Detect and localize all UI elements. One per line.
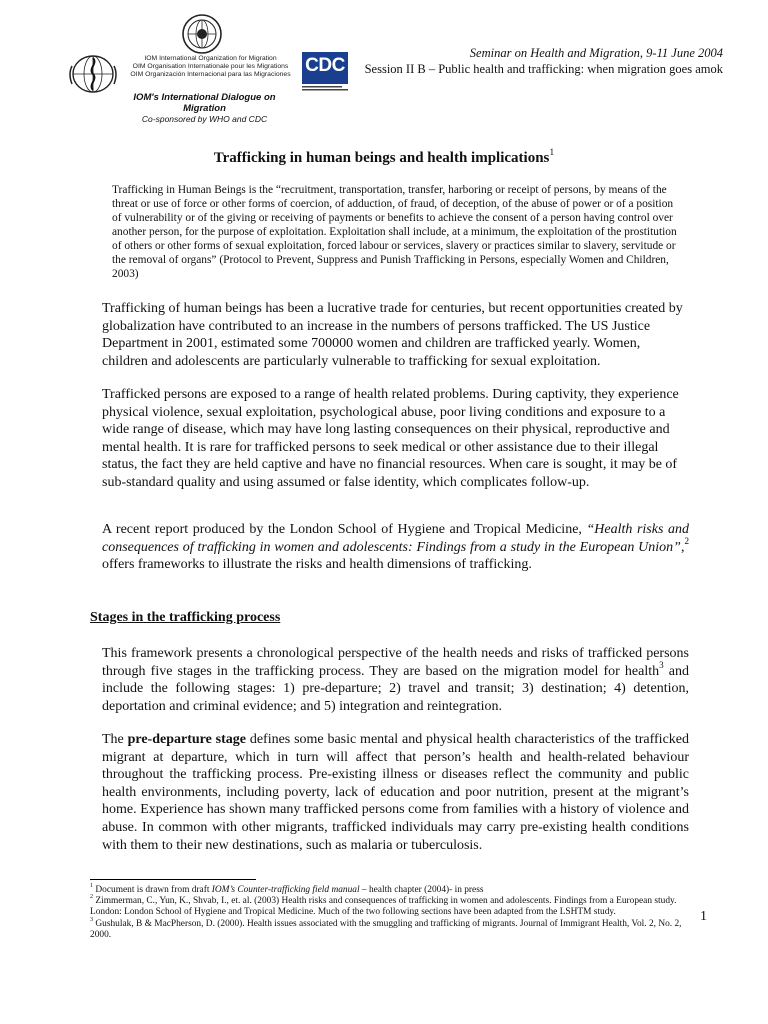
dialogue-block	[112, 92, 297, 124]
footnote-3	[90, 916, 690, 941]
page-title-text: Trafficking in human beings and health implications	[213, 150, 550, 166]
footnote-divider	[90, 879, 256, 880]
p5-text: The	[102, 732, 128, 747]
footnote-ref: 1	[549, 146, 555, 158]
paragraph-framework	[102, 645, 689, 715]
definition-quote: Trafficking in Human Beings is the “recruitment, transportation, transfer, harboring or receipt of persons, by means of the threat or use of force or other forms of coercion, of adduction, of fraud, of deception, of the abuse of power or of a position of vulnerability or of the giving or receiving of payments or benefits to achieve the consent of a person having control over another person, for the purpose of exploitation. Exploitation shall include, at a minimum, the exploitation of the prostitution of others or other forms of sexual exploitation, forced labour or services, slavery or practices similar to slavery, servitude or the removal of organs” (Protocol to Prevent, Suppress and Punish Trafficking in Persons, especially Women and Children, 2003)	[112, 184, 677, 280]
footnote-2	[90, 896, 690, 918]
footnote-ref: 3	[659, 659, 664, 670]
paragraph-health-problems: Trafficked persons are exposed to a range of health related problems. During captivity, they experience physical violence, sexual exploitation, psychological abuse, poor living conditions and exposure to a wide range of disease, which may have long lasting consequences on their physical, reproductive and mental health. It is rare for trafficked persons to seek medical or other assistance due to their illegal status, the fact they are held captive and have no financial resources. When care is sought, it may be of sub-standard quality and using assumed or false identity, which complicates follow-up.	[102, 387, 679, 490]
footnote-text: Gushulak, B & MacPherson, D. (2000). Health issues associated with the smuggling and trafficking of migrants. Journal of Immigrant Health, Vol. 2, No. 2, 2000.	[90, 918, 682, 940]
footnote-number: 1	[90, 882, 94, 889]
section-heading: Stages in the trafficking process	[90, 610, 281, 625]
paragraph-intro: Trafficking of human beings has been a lucrative trade for centuries, but recent opportunities created by globalization have contributed to an increase in the numbers of persons trafficked. The US Justice Department in 2001, estimated some 700000 women and children are trafficked yearly. Women, children and adolescents are particularly vulnerable to trafficking for sexual exploitation.	[102, 301, 683, 369]
paragraph-lshtm-report	[102, 521, 689, 574]
iom-name-fr: OIM Organisation Internationale pour les Migrations	[132, 63, 289, 71]
session-title: Session II B – Public health and trafficking: when migration goes amok	[364, 62, 723, 76]
seminar-header	[365, 45, 723, 77]
footnote-number: 3	[90, 916, 94, 923]
dialogue-title: IOM's International Dialogue on Migration	[133, 92, 276, 114]
p3-comma: ,	[680, 539, 685, 555]
footnote-text: Document is drawn from draft	[93, 885, 212, 895]
p4-text-end: and include the following stages: 1) pre-departure; 2) travel and transit; 3) destination; 4) detention, deportation and criminal evidence; and 5) integration and reintegration.	[102, 663, 690, 714]
iom-name-es: OIM Organización Internacional para las Migraciones	[130, 71, 291, 79]
footnotes	[90, 882, 690, 941]
seminar-title: Seminar on Health and Migration, 9-11 June 2004	[469, 46, 723, 60]
iom-organization-names	[128, 55, 293, 80]
report-title: “Health risks and consequences of trafficking in women and adolescents: Findings from a study in the European Union”	[102, 522, 689, 555]
footnote-text: – health chapter (2004)- in press	[359, 885, 484, 895]
dialogue-subtitle: Co-sponsored by WHO and CDC	[141, 114, 268, 124]
iom-name-en: IOM International Organization for Migration	[144, 55, 277, 62]
paragraph-pre-departure	[102, 731, 689, 854]
who-emblem-icon	[68, 52, 118, 96]
page-title	[0, 146, 768, 167]
pre-departure-term: pre-departure stage	[127, 732, 246, 747]
footnote-number: 2	[90, 894, 94, 901]
p3-text: A recent report produced by the London School of Hygiene and Tropical Medicine,	[102, 522, 587, 537]
footnote-1	[90, 882, 690, 896]
iom-globe-logo-icon	[180, 12, 224, 56]
footnote-text: Zimmerman, C., Yun, K., Shvab, I., et. al. (2003) Health risks and consequences of trafficking in women and adolescents. Findings from a European study. London: London School of Hygiene and Tropical Medicine. Much of the two following sections have been adapted from the LSHTM study.	[90, 896, 677, 918]
cdc-logo: CDC	[302, 52, 348, 84]
p5-text-end: defines some basic mental and physical health characteristics of the trafficked migrant at departure, which in turn will affect that person’s health and health-related behaviour throughout the trafficking process. Pre-existing illness or diseases reflect the community and public health environments, including poverty, lack of education and poor nutrition, present at the migrant’s home. Experience has shown many trafficked persons come from families with a history of violence and abuse. In common with other migrants, trafficked individuals may carry pre-existing health conditions with them to their new destinations, such as malaria or tuberculosis.	[102, 732, 689, 853]
cdc-tagline-icon	[302, 85, 352, 93]
page-number: 1	[700, 909, 707, 924]
p4-text: This framework presents a chronological perspective of the health needs and risks of trafficked persons through five stages in the trafficking process. They are based on the migration model for health	[102, 646, 689, 679]
p3-text-end: offers frameworks to illustrate the risks and health dimensions of trafficking.	[102, 557, 532, 573]
footnote-ref: 2	[684, 535, 689, 546]
manual-title: IOM’s Counter-trafficking field manual	[211, 885, 360, 895]
